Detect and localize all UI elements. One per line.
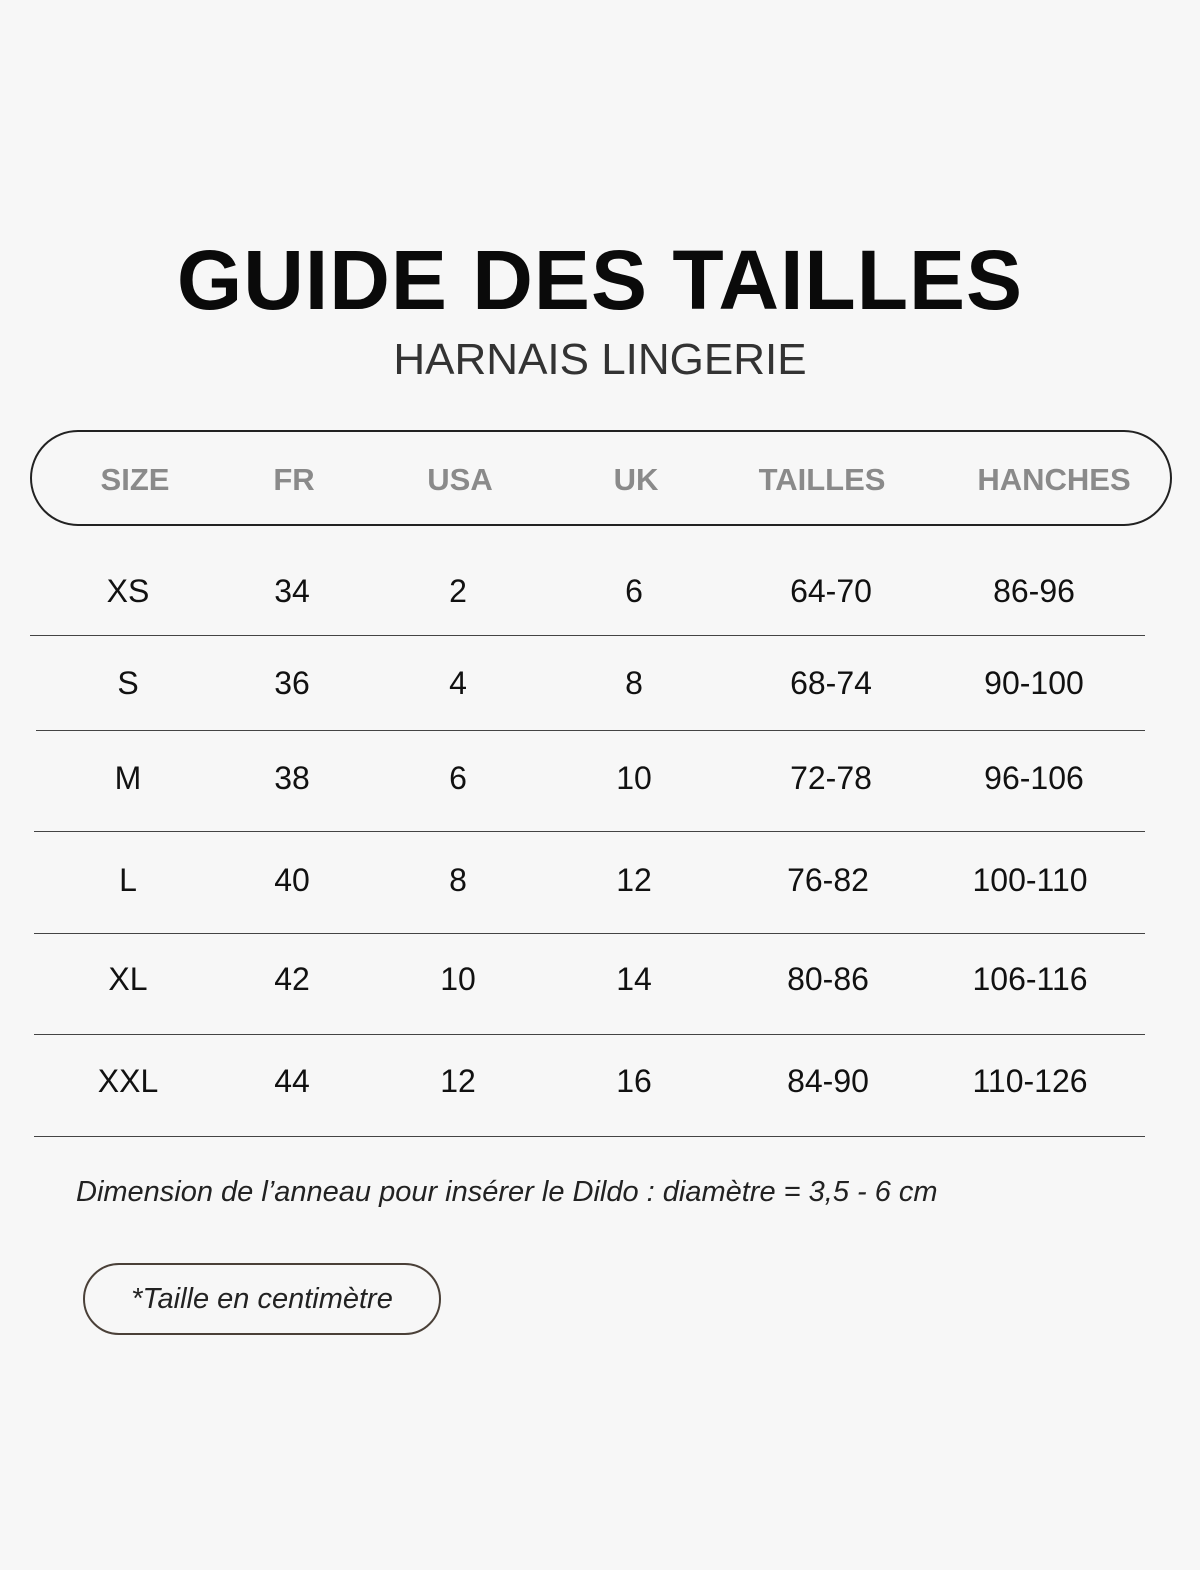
cell-size: XXL [97, 1063, 159, 1099]
cell-hanches: 86-96 [993, 573, 1075, 609]
cell-size: XS [106, 573, 150, 609]
table-row [0, 748, 1200, 808]
row-divider [34, 933, 1145, 934]
cell-fr: 44 [274, 1063, 310, 1099]
header-usa: USA [427, 462, 493, 497]
row-divider [34, 831, 1145, 832]
cell-fr: 42 [274, 961, 310, 997]
cell-usa: 4 [449, 665, 467, 701]
header-hanches: HANCHES [977, 462, 1131, 497]
cell-uk: 10 [616, 760, 652, 796]
row-divider [34, 1034, 1145, 1035]
table-header [30, 430, 1172, 526]
cell-size: S [117, 665, 139, 701]
cell-tailles: 72-78 [790, 760, 872, 796]
cell-usa: 10 [440, 961, 476, 997]
cell-fr: 38 [274, 760, 310, 796]
header-fr: FR [273, 462, 315, 497]
cell-usa: 8 [449, 862, 467, 898]
table-row [0, 561, 1200, 621]
cell-size: L [119, 862, 137, 898]
header-size: SIZE [100, 462, 170, 497]
cell-hanches: 90-100 [984, 665, 1084, 701]
header-tailles: TAILLES [758, 462, 886, 497]
cell-uk: 14 [616, 961, 652, 997]
cell-fr: 40 [274, 862, 310, 898]
cell-uk: 16 [616, 1063, 652, 1099]
cell-tailles: 68-74 [790, 665, 872, 701]
cell-usa: 6 [449, 760, 467, 796]
cell-uk: 8 [625, 665, 643, 701]
table-row [0, 850, 1200, 910]
cell-size: M [114, 760, 142, 796]
cell-hanches: 96-106 [984, 760, 1084, 796]
page-title: GUIDE DES TAILLES [176, 233, 1024, 327]
table-row [0, 653, 1200, 713]
row-divider [36, 730, 1145, 731]
ring-dimension-note: Dimension de l’anneau pour insérer le Dildo : diamètre = 3,5 - 6 cm [76, 1176, 938, 1208]
cell-fr: 34 [274, 573, 310, 609]
table-row [0, 1051, 1200, 1111]
row-divider [30, 635, 1145, 636]
cell-hanches: 106-116 [972, 961, 1088, 997]
cell-usa: 2 [449, 573, 467, 609]
header-uk: UK [613, 462, 659, 497]
cell-tailles: 84-90 [787, 1063, 869, 1099]
cell-tailles: 80-86 [787, 961, 869, 997]
cell-usa: 12 [440, 1063, 476, 1099]
page-subtitle: HARNAIS LINGERIE [393, 335, 807, 384]
cell-uk: 6 [625, 573, 643, 609]
unit-label-badge: *Taille en centimètre [83, 1263, 441, 1335]
cell-size: XL [108, 961, 148, 997]
row-divider [34, 1136, 1145, 1137]
table-row [0, 949, 1200, 1009]
cell-hanches: 110-126 [972, 1063, 1088, 1099]
cell-tailles: 64-70 [790, 573, 872, 609]
cell-fr: 36 [274, 665, 310, 701]
cell-hanches: 100-110 [972, 862, 1088, 898]
cell-uk: 12 [616, 862, 652, 898]
cell-tailles: 76-82 [787, 862, 869, 898]
